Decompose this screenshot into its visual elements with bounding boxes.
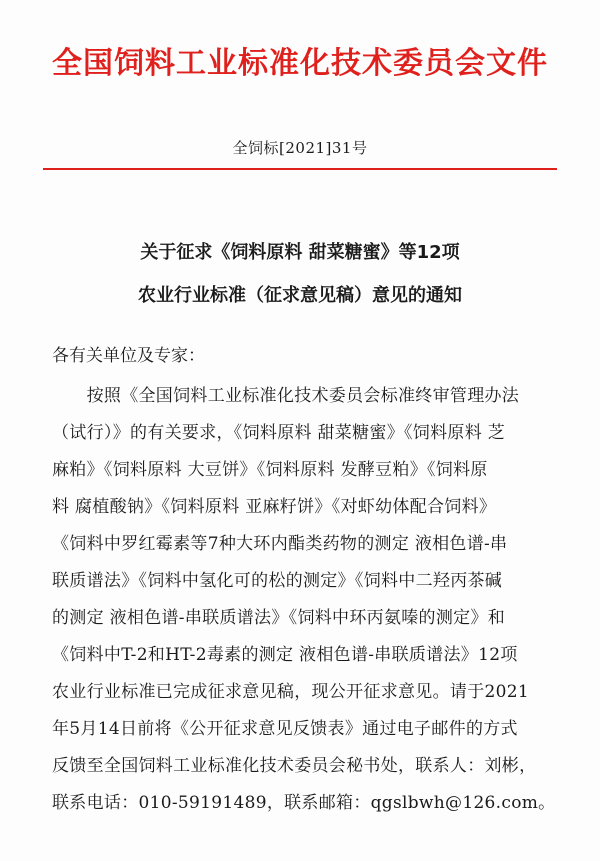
header-divider <box>43 168 557 170</box>
body-line: 料 腐植酸钠》《饲料原料 亚麻籽饼》《对虾幼体配合饲料》 <box>52 497 497 517</box>
salutation: 各有关单位及专家： <box>52 346 205 366</box>
body-line: 《饲料中罗红霉素等7种大环内酯类药物的测定 液相色谱-串 <box>52 534 508 554</box>
notice-title-line-2: 农业行业标准（征求意见稿）意见的通知 <box>138 285 462 306</box>
body-line: （试行）》的有关要求，《饲料原料 甜菜糖蜜》《饲料原料 芝 <box>52 423 506 443</box>
document-number: 全饲标[2021]31号 <box>232 139 368 157</box>
org-header-title: 全国饲料工业标准化技术委员会文件 <box>52 46 548 81</box>
body-line: 农业行业标准已完成征求意见稿，现公开征求意见。请于2021 <box>52 682 529 702</box>
body-line: 反馈至全国饲料工业标准化技术委员会秘书处，联系人：刘彬， <box>52 756 537 776</box>
body-line: 的测定 液相色谱-串联质谱法》《饲料中环丙氨嗪的测定》和 <box>52 608 506 628</box>
body-line: 麻粕》《饲料原料 大豆饼》《饲料原料 发酵豆粕》《饲料原 <box>52 460 488 480</box>
body-line: 《饲料中T-2和HT-2毒素的测定 液相色谱-串联质谱法》12项 <box>52 645 518 665</box>
body-line: 联系电话：010-59191489，联系邮箱：qgslbwh@126.com。 <box>52 793 556 813</box>
notice-title-line-1: 关于征求《饲料原料 甜菜糖蜜》等12项 <box>140 242 460 263</box>
body-line: 联质谱法》《饲料中氢化可的松的测定》《饲料中二羟丙茶碱 <box>52 571 503 591</box>
body-line: 按照《全国饲料工业标准化技术委员会标准终审管理办法 <box>52 386 520 406</box>
body-line: 年5月14日前将《公开征求意见反馈表》通过电子邮件的方式 <box>52 719 518 739</box>
